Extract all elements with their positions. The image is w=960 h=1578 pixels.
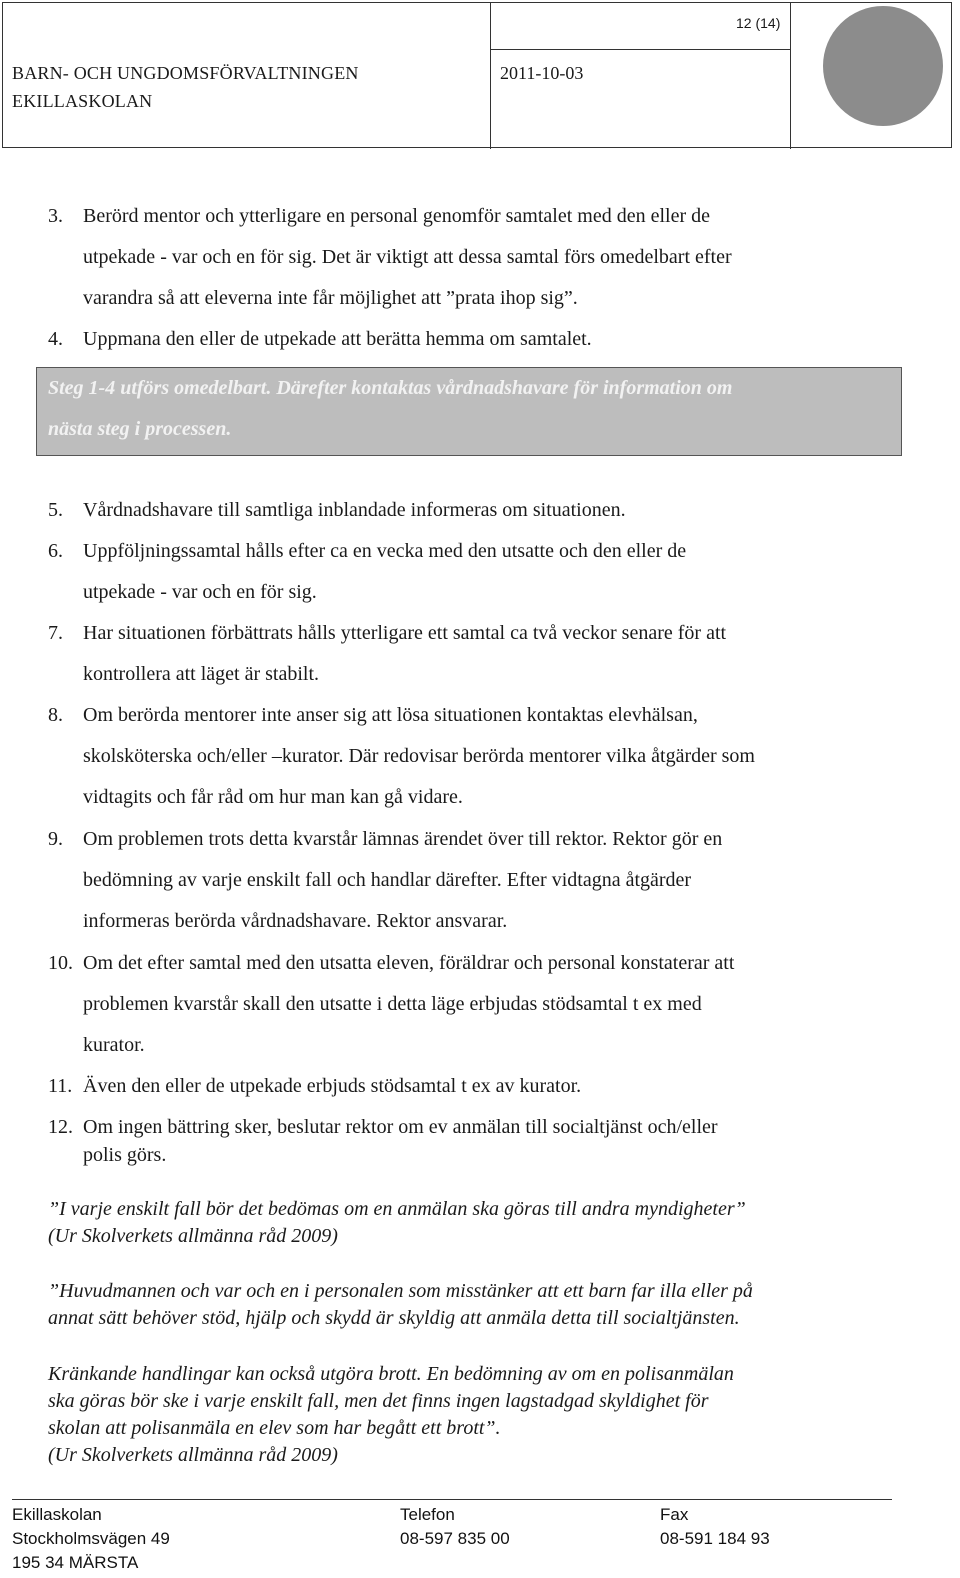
list-number: 6. bbox=[48, 540, 63, 562]
list-text: Om ingen bättring sker, beslutar rektor om ev anmälan till socialtjänst och/eller bbox=[83, 1116, 718, 1138]
list-number: 7. bbox=[48, 622, 63, 644]
footer-street: Stockholmsvägen 49 bbox=[12, 1529, 170, 1548]
list-number: 9. bbox=[48, 828, 63, 850]
quote-text: Kränkande handlingar kan också utgöra brott. En bedömning av om en polisanmälan bbox=[48, 1363, 734, 1385]
header-divider bbox=[490, 3, 491, 149]
document-date: 2011-10-03 bbox=[500, 63, 584, 83]
page-number: 12 (14) bbox=[736, 15, 781, 31]
callout-box bbox=[36, 367, 902, 456]
list-number: 8. bbox=[48, 704, 63, 726]
logo-seal bbox=[823, 6, 943, 126]
footer-fax bbox=[660, 1503, 770, 1551]
footer-rule bbox=[12, 1499, 892, 1500]
list-number: 3. bbox=[48, 205, 63, 227]
list-text: kurator. bbox=[83, 1034, 145, 1056]
quote-text: ”I varje enskilt fall bör det bedömas om en anmälan ska göras till andra myndigheter” bbox=[48, 1198, 746, 1220]
list-text: Uppföljningssamtal hålls efter ca en vecka med den utsatte och den eller de bbox=[83, 540, 687, 562]
organization-name bbox=[12, 59, 359, 115]
list-text: Om problemen trots detta kvarstår lämnas ärendet över till rektor. Rektor gör en bbox=[83, 828, 723, 850]
list-text: Om berörda mentorer inte anser sig att lösa situationen kontaktas elevhälsan, bbox=[83, 704, 698, 726]
document-header bbox=[2, 2, 952, 148]
list-text: Även den eller de utpekade erbjuds stödsamtal t ex av kurator. bbox=[83, 1075, 582, 1097]
list-text: skolsköterska och/eller –kurator. Där redovisar berörda mentorer vilka åtgärder som bbox=[83, 745, 755, 767]
list-text: vidtagits och får råd om hur man kan gå vidare. bbox=[83, 786, 463, 808]
footer-phone-label: Telefon bbox=[400, 1505, 455, 1524]
footer-postal: 195 34 MÄRSTA bbox=[12, 1553, 139, 1572]
list-number: 10. bbox=[48, 952, 73, 974]
list-text: informeras berörda vårdnadshavare. Rektor ansvarar. bbox=[83, 910, 508, 932]
quote-source: (Ur Skolverkets allmänna råd 2009) bbox=[48, 1225, 338, 1247]
list-text: problemen kvarstår skall den utsatte i detta läge erbjudas stödsamtal t ex med bbox=[83, 993, 702, 1015]
footer-fax-label: Fax bbox=[660, 1505, 689, 1524]
list-number: 5. bbox=[48, 499, 63, 521]
school-name: EKILLASKOLAN bbox=[12, 91, 153, 111]
footer-school-name: Ekillaskolan bbox=[12, 1505, 102, 1524]
list-text: Om det efter samtal med den utsatta eleven, föräldrar och personal konstaterar att bbox=[83, 952, 735, 974]
list-text: Vårdnadshavare till samtliga inblandade informeras om situationen. bbox=[83, 499, 626, 521]
list-text: utpekade - var och en för sig. Det är viktigt att dessa samtal förs omedelbart efter bbox=[83, 246, 732, 268]
list-text: utpekade - var och en för sig. bbox=[83, 581, 317, 603]
list-text: bedömning av varje enskilt fall och handlar därefter. Efter vidtagna åtgärder bbox=[83, 869, 692, 891]
callout-text: nästa steg i processen. bbox=[48, 418, 232, 440]
quote-text: ”Huvudmannen och var och en i personalen som misstänker att ett barn far illa eller på bbox=[48, 1280, 753, 1302]
list-text: Berörd mentor och ytterligare en personal genomför samtalet med den eller de bbox=[83, 205, 710, 227]
footer-address bbox=[12, 1503, 170, 1575]
list-text: polis görs. bbox=[83, 1144, 167, 1166]
list-text: kontrollera att läget är stabilt. bbox=[83, 663, 320, 685]
list-text: Har situationen förbättrats hålls ytterligare ett samtal ca två veckor senare för att bbox=[83, 622, 727, 644]
quote-block bbox=[48, 1196, 908, 1250]
footer-phone bbox=[400, 1503, 510, 1551]
list-text: varandra så att eleverna inte får möjlighet att ”prata ihop sig”. bbox=[83, 287, 578, 309]
header-divider bbox=[490, 49, 791, 50]
quote-text: annat sätt behöver stöd, hjälp och skydd är skyldig att anmäla detta till socialtjänsten. bbox=[48, 1307, 740, 1329]
quote-text: skolan att polisanmäla en elev som har begått ett brott”. bbox=[48, 1417, 501, 1439]
quote-block bbox=[48, 1278, 908, 1332]
list-number: 12. bbox=[48, 1116, 73, 1138]
footer-phone-number: 08-597 835 00 bbox=[400, 1529, 510, 1548]
list-number: 4. bbox=[48, 328, 63, 350]
header-divider bbox=[790, 3, 791, 149]
footer-fax-number: 08-591 184 93 bbox=[660, 1529, 770, 1548]
quote-source: (Ur Skolverkets allmänna råd 2009) bbox=[48, 1444, 338, 1466]
org-line: BARN- OCH UNGDOMSFÖRVALTNINGEN bbox=[12, 63, 359, 83]
quote-text: ska göras bör ske i varje enskilt fall, men det finns ingen lagstadgad skyldighet för bbox=[48, 1390, 709, 1412]
list-text: Uppmana den eller de utpekade att berätta hemma om samtalet. bbox=[83, 328, 592, 350]
callout-text: Steg 1-4 utförs omedelbart. Därefter kontaktas vårdnadshavare för information om bbox=[48, 377, 733, 399]
list-number: 11. bbox=[48, 1075, 73, 1097]
quote-block bbox=[48, 1361, 908, 1469]
